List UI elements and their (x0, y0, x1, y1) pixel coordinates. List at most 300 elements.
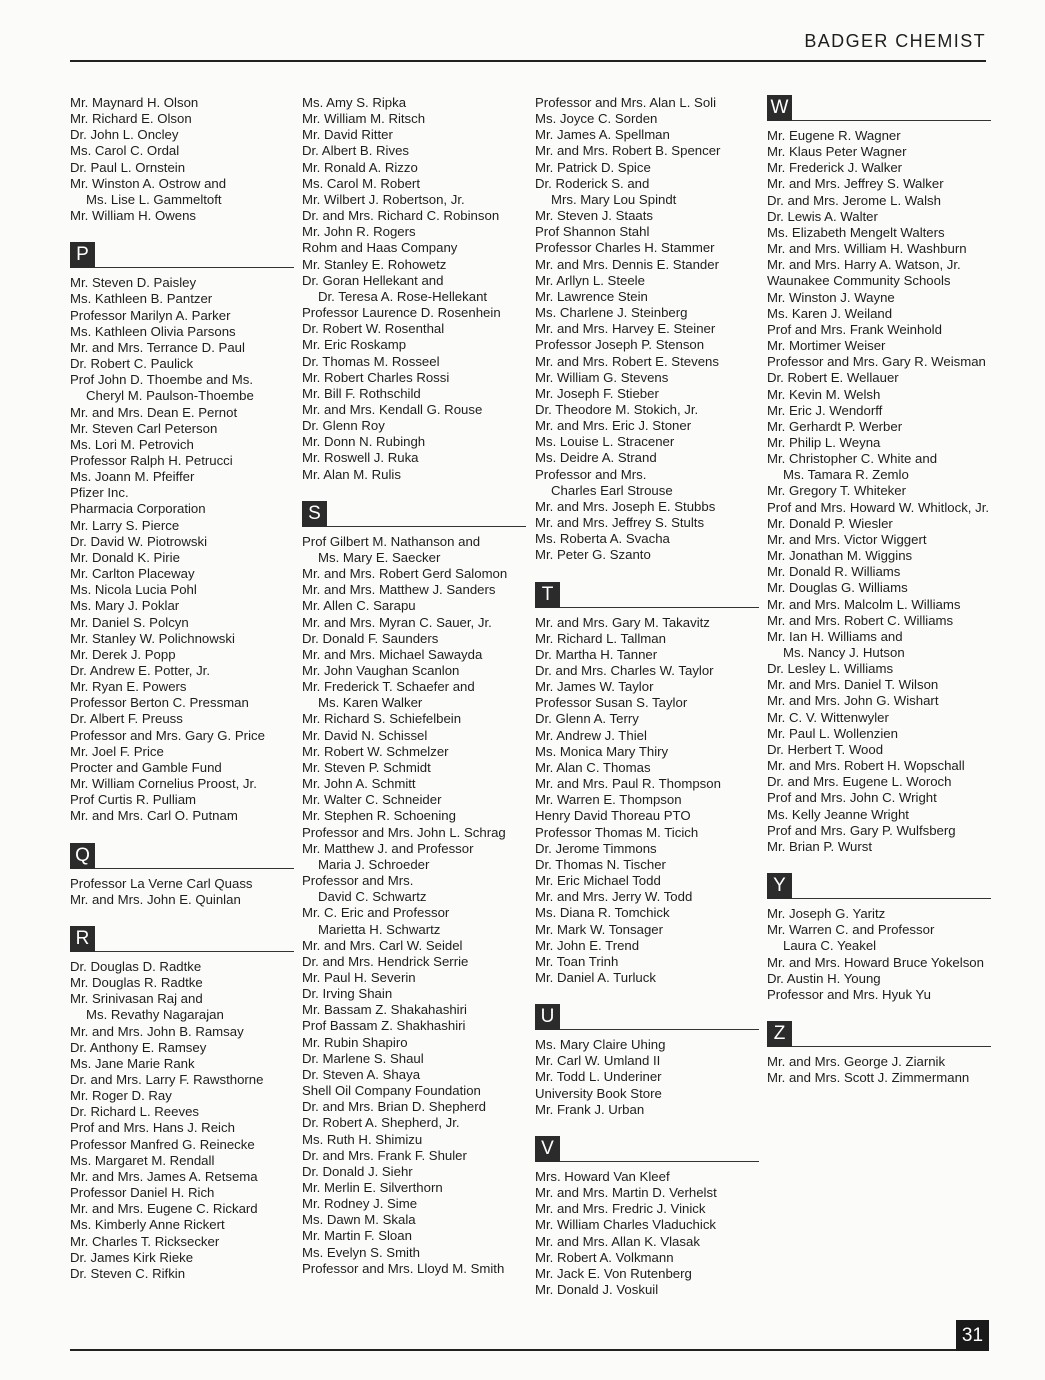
footer-rule (70, 1349, 989, 1351)
donor-name: Mr. Ronald A. Rizzo (302, 159, 418, 175)
donor-name: Mr. Frederick T. Schaefer and (302, 679, 475, 695)
donor-name: Dr. David W. Piotrowski (70, 533, 208, 549)
donor-name: Mr. and Mrs. Matthew J. Sanders (302, 582, 496, 598)
donor-name: Mr. and Mrs. Martin D. Verhelst (535, 1185, 717, 1201)
donor-name: Mr. and Mrs. Jeffrey S. Stults (535, 515, 705, 531)
donor-name: Mr. Charles T. Ricksecker (70, 1233, 220, 1249)
donor-name: Mr. Allen C. Sarapu (302, 598, 416, 614)
section-heading (302, 501, 534, 527)
section-heading (70, 843, 302, 869)
donor-name: Mr. Joseph G. Yaritz (767, 906, 886, 922)
donor-name: Mr. William Cornelius Proost, Jr. (70, 776, 257, 792)
donor-name: Mr. Christopher C. White and (767, 451, 938, 467)
donor-name: Dr. and Mrs. Eugene L. Woroch (767, 774, 952, 790)
section-heading (70, 926, 302, 952)
donor-name: Henry David Thoreau PTO (535, 808, 691, 824)
donor-name: Mr. Eric J. Wendorff (767, 402, 883, 418)
donor-name: Dr. Jerome Timmons (535, 840, 657, 856)
donor-name: Prof Curtis R. Pulliam (70, 792, 197, 808)
donor-name: Mr. C. Eric and Professor (302, 905, 450, 921)
donor-name: Mr. Robert Charles Rossi (302, 369, 450, 385)
donor-name: Mr. Donald P. Wiesler (767, 515, 893, 531)
donor-list (302, 534, 534, 1277)
donor-list (535, 1037, 767, 1118)
donor-name: Mr. David Ritter (302, 127, 393, 143)
donor-name: Mr. Martin F. Sloan (302, 1228, 412, 1244)
donor-name: Mr. Roger D. Ray (70, 1088, 172, 1104)
donor-name: Mr. Stanley E. Rohowetz (302, 256, 447, 272)
donor-name: Professor and Mrs. Gary R. Weisman (767, 354, 986, 370)
donor-name: Cheryl M. Paulson-Thoembe (86, 388, 254, 404)
donor-name: Mr. and Mrs. Paul R. Thompson (535, 776, 721, 792)
donor-name: Mr. Kevin M. Welsh (767, 386, 881, 402)
section-heading (535, 1004, 767, 1030)
donor-name: Mr. Brian P. Wurst (767, 838, 873, 854)
section-letter-badge: W (767, 95, 792, 121)
donor-name: Mr. Roswell J. Ruka (302, 450, 419, 466)
donor-name: Mr. and Mrs. Malcolm L. Williams (767, 596, 961, 612)
donor-name: Mr. Richard S. Schiefelbein (302, 711, 462, 727)
section-rule (792, 1046, 991, 1047)
donor-name: Dr. Austin H. Young (767, 970, 881, 986)
donor-name: Dr. Donald J. Siehr (302, 1163, 413, 1179)
donor-name: Dr. and Mrs. Jerome L. Walsh (767, 192, 941, 208)
donor-name: Dr. and Mrs. Hendrick Serrie (302, 953, 469, 969)
donor-name: Mr. and Mrs. Allan K. Vlasak (535, 1233, 700, 1249)
donor-name: Mr. and Mrs. William H. Washburn (767, 241, 967, 257)
donor-name: Mr. Merlin E. Silverthorn (302, 1180, 443, 1195)
donor-name: Mr. Lawrence Stein (535, 288, 648, 304)
donor-name: Mr. and Mrs. Carl W. Seidel (302, 937, 463, 953)
donor-name: Prof and Mrs. Frank Weinhold (767, 321, 942, 337)
donor-name: Mr. Srinivasan Raj and (70, 991, 203, 1007)
donor-name: Mr. Eric Michael Todd (535, 873, 661, 889)
donor-name: Ms. Tamara R. Zemlo (783, 467, 909, 483)
donor-name: Professor La Verne Carl Quass (70, 875, 253, 891)
donor-column-1 (70, 95, 302, 1282)
donor-list (302, 95, 534, 483)
donor-name: Mr. Walter C. Schneider (302, 792, 442, 808)
donor-name: Professor and Mrs. John L. Schrag (302, 824, 506, 840)
donor-name: Prof and Mrs. Gary P. Wulfsberg (767, 822, 956, 838)
donor-name: Mr. and Mrs. John B. Ramsay (70, 1023, 244, 1039)
donor-name: Mr. John A. Schmitt (302, 776, 416, 792)
donor-name: Mr. Frank J. Urban (535, 1101, 645, 1117)
donor-name: Mr. and Mrs. Dean E. Pernot (70, 404, 238, 420)
donor-name: Mr. Donald K. Pirie (70, 549, 180, 565)
donor-name: Ms. Carol C. Ordal (70, 143, 180, 159)
donor-name: Dr. Thomas N. Tischer (535, 856, 666, 872)
donor-name: Mr. Eugene R. Wagner (767, 128, 901, 143)
donor-name: Dr. Roderick S. and (535, 175, 650, 191)
donor-list (535, 95, 767, 564)
donor-name: Mr. Rubin Shapiro (302, 1034, 408, 1050)
donor-name: Dr. and Mrs. Larry F. Rawsthorne (70, 1071, 264, 1087)
donor-name: Mr. and Mrs. Gary M. Takavitz (535, 614, 710, 630)
donor-name: Mr. Ian H. Williams and (767, 628, 903, 644)
donor-name: Ms. Carol M. Robert (302, 175, 420, 191)
donor-name: Dr. Anthony E. Ramsey (70, 1039, 207, 1055)
donor-name: Mr. Klaus Peter Wagner (767, 144, 907, 160)
donor-name: Mr. Douglas G. Williams (767, 580, 908, 596)
donor-name: Mr. Stephen R. Schoening (302, 808, 456, 824)
donor-name: Dr. Herbert T. Wood (767, 741, 884, 757)
donor-name: Mr. Gerhardt P. Werber (767, 418, 903, 434)
donor-name: Mr. and Mrs. Scott J. Zimmermann (767, 1070, 970, 1086)
donor-name: Prof Bassam Z. Shakhashiri (302, 1018, 466, 1034)
donor-name: Mr. William Charles Vladuchick (535, 1217, 717, 1233)
donor-name: Dr. John L. Oncley (70, 127, 179, 143)
donor-list (70, 275, 302, 824)
donor-name: Mr. Mark W. Tonsager (535, 921, 664, 937)
donor-name: Mr. Paul L. Wollenzien (767, 725, 898, 741)
donor-name: Mr. Daniel S. Polcyn (70, 614, 189, 630)
section-rule (792, 898, 991, 899)
donor-name: Mr. Patrick D. Spice (535, 159, 651, 175)
donor-list (767, 128, 999, 855)
donor-name: Mr. Jonathan M. Wiggins (767, 548, 913, 564)
donor-name: Mr. and Mrs. James A. Retsema (70, 1168, 258, 1184)
donor-name: Dr. Glenn A. Terry (535, 711, 639, 727)
donor-name: Mr. Bassam Z. Shakahashiri (302, 1002, 467, 1018)
donor-name: Ms. Margaret M. Rendall (70, 1152, 215, 1168)
donor-name: Mr. Paul H. Severin (302, 969, 416, 985)
donor-name: Ms. Lise L. Gammeltoft (86, 191, 222, 207)
donor-name: Ms. Mary E. Saecker (318, 549, 441, 565)
donor-name: Ms. Ruth H. Shimizu (302, 1131, 423, 1147)
donor-name: Mr. Arllyn L. Steele (535, 272, 645, 288)
donor-column-3 (535, 95, 767, 1298)
donor-name: Mr. Robert W. Schmelzer (302, 743, 449, 759)
donor-name: Ms. Charlene J. Steinberg (535, 305, 688, 321)
donor-name: David C. Schwartz (318, 889, 427, 905)
donor-name: Mr. Robert A. Volkmann (535, 1249, 674, 1265)
donor-name: Mr. and Mrs. Robert C. Williams (767, 612, 954, 628)
donor-name: Professor and Mrs. (535, 466, 647, 482)
donor-name: Professor and Mrs. Alan L. Soli (535, 95, 717, 110)
donor-name: Dr. and Mrs. Brian D. Shepherd (302, 1099, 486, 1115)
donor-name: Mr. Winston J. Wayne (767, 289, 895, 305)
donor-name: Mr. Stanley W. Polichnowski (70, 630, 235, 646)
donor-name: Ms. Monica Mary Thiry (535, 743, 669, 759)
donor-name: Professor Laurence D. Rosenhein (302, 305, 501, 321)
donor-name: Ms. Joann M. Pfeiffer (70, 469, 195, 485)
donor-name: Mr. and Mrs. Eric J. Stoner (535, 418, 692, 434)
donor-name: University Book Store (535, 1085, 662, 1101)
donor-name: Dr. Steven C. Rifkin (70, 1265, 186, 1281)
donor-list (70, 95, 302, 224)
donor-list (70, 959, 302, 1282)
donor-name: Ms. Nicola Lucia Pohl (70, 582, 197, 598)
donor-name: Mr. Mortimer Weiser (767, 338, 886, 354)
donor-name: Mr. and Mrs. Joseph E. Stubbs (535, 498, 716, 514)
section-letter-badge: V (535, 1136, 560, 1162)
donor-name: Mrs. Mary Lou Spindt (551, 191, 677, 207)
donor-name: Marietta H. Schwartz (318, 921, 441, 937)
donor-name: Professor Charles H. Stammer (535, 240, 715, 256)
donor-name: Dr. Martha H. Tanner (535, 646, 658, 662)
donor-name: Mr. Maynard H. Olson (70, 95, 199, 110)
donor-name: Dr. Goran Hellekant and (302, 272, 444, 288)
donor-name: Dr. Steven A. Shaya (302, 1066, 421, 1082)
donor-name: Ms. Karen J. Weiland (767, 305, 893, 321)
donor-name: Mr. John E. Trend (535, 937, 640, 953)
donor-name: Shell Oil Company Foundation (302, 1083, 481, 1099)
donor-name: Professor Thomas M. Ticich (535, 824, 699, 840)
donor-name: Dr. Robert W. Rosenthal (302, 321, 445, 337)
donor-name: Mr. Jack E. Von Rutenberg (535, 1265, 692, 1281)
donor-list (535, 615, 767, 987)
donor-name: Mr. and Mrs. Harvey E. Steiner (535, 321, 716, 337)
section-rule (95, 267, 294, 268)
donor-name: Ms. Nancy J. Hutson (783, 645, 905, 660)
donor-name: Ms. Kathleen B. Pantzer (70, 291, 213, 307)
donor-column-4 (767, 95, 999, 1086)
donor-name: Mr. and Mrs. Victor Wiggert (767, 531, 927, 547)
donor-name: Ms. Kelly Jeanne Wright (767, 806, 909, 822)
donor-name: Mr. Rodney J. Sime (302, 1196, 418, 1212)
section-letter-badge: Q (70, 843, 95, 869)
donor-name: Pharmacia Corporation (70, 501, 206, 517)
section-rule (95, 868, 294, 869)
donor-name: Mr. and Mrs. Robert Gerd Salomon (302, 566, 508, 582)
donor-name: Dr. Lesley L. Williams (767, 661, 894, 677)
donor-name: Ms. Karen Walker (318, 695, 423, 711)
donor-name: Mr. Warren C. and Professor (767, 922, 935, 938)
donor-name: Mr. and Mrs. John E. Quinlan (70, 891, 241, 907)
donor-name: Mr. and Mrs. Michael Sawayda (302, 646, 483, 662)
donor-name: Mr. Donn N. Rubingh (302, 434, 426, 450)
donor-name: Mr. Richard E. Olson (70, 111, 192, 127)
donor-name: Professor Daniel H. Rich (70, 1185, 215, 1201)
donor-name: Mr. and Mrs. Robert B. Spencer (535, 143, 721, 159)
section-letter-badge: Z (767, 1021, 792, 1047)
donor-name: Mr. John Vaughan Scanlon (302, 663, 460, 678)
donor-name: Dr. Marlene S. Shaul (302, 1050, 424, 1066)
donor-name: Dr. Albert F. Preuss (70, 711, 183, 727)
donor-name: Mr. Derek J. Popp (70, 646, 176, 662)
page-number: 31 (956, 1320, 989, 1351)
section-heading (767, 873, 999, 899)
donor-name: Dr. Teresa A. Rose-Hellekant (318, 288, 488, 304)
section-rule (792, 120, 991, 121)
donor-list (535, 1169, 767, 1298)
donor-name: Mr. William H. Owens (70, 208, 197, 224)
section-letter-badge: S (302, 501, 327, 527)
section-heading (70, 242, 302, 268)
donor-name: Mr. and Mrs. Kendall G. Rouse (302, 401, 483, 417)
donor-name: Mr. Daniel A. Turluck (535, 969, 656, 985)
donor-name: Dr. and Mrs. Charles W. Taylor (535, 663, 714, 678)
donor-name: Prof and Mrs. John C. Wright (767, 790, 937, 806)
donor-name: Prof and Mrs. Hans J. Reich (70, 1120, 235, 1136)
donor-list (767, 906, 999, 1003)
donor-name: Dr. Irving Shain (302, 986, 393, 1002)
donor-name: Mr. Peter G. Szanto (535, 547, 651, 563)
donor-name: Professor Susan S. Taylor (535, 695, 688, 711)
donor-name: Mr. and Mrs. Carl O. Putnam (70, 808, 238, 824)
donor-name: Professor and Mrs. Hyuk Yu (767, 986, 931, 1002)
section-letter-badge: P (70, 242, 95, 268)
donor-name: Mr. Wilbert J. Robertson, Jr. (302, 191, 465, 207)
donor-name: Mr. and Mrs. George J. Ziarnik (767, 1053, 946, 1069)
donor-name: Ms. Revathy Nagarajan (86, 1007, 224, 1023)
donor-name: Mr. Joseph F. Stieber (535, 385, 659, 401)
donor-name: Mr. Gregory T. Whiteker (767, 483, 906, 499)
donor-list (767, 1054, 999, 1086)
donor-name: Mr. David N. Schissel (302, 727, 428, 743)
donor-name: Dr. Robert C. Paulick (70, 356, 194, 372)
donor-name: Mr. Warren E. Thompson (535, 792, 682, 808)
donor-name: Charles Earl Strouse (551, 482, 673, 498)
donor-name: Mr. Todd L. Underiner (535, 1069, 662, 1085)
donor-name: Ms. Kimberly Anne Rickert (70, 1217, 225, 1233)
donor-name: Mr. William G. Stevens (535, 369, 669, 385)
donor-name: Dr. James Kirk Rieke (70, 1249, 194, 1265)
page-header-title: BADGER CHEMIST (804, 31, 986, 51)
donor-name: Mr. and Mrs. Robert H. Wopschall (767, 758, 965, 774)
donor-name: Dr. and Mrs. Richard C. Robinson (302, 208, 500, 224)
donor-name: Mr. and Mrs. Howard Bruce Yokelson (767, 954, 984, 970)
section-rule (560, 607, 759, 608)
donor-name: Waunakee Community Schools (767, 273, 951, 289)
donor-name: Ms. Dawn M. Skala (302, 1212, 416, 1228)
donor-name: Mr. Bill F. Rothschild (302, 385, 421, 401)
donor-name: Mr. Eric Roskamp (302, 337, 407, 353)
donor-name: Mr. and Mrs. Eugene C. Rickard (70, 1201, 258, 1217)
donor-name: Laura C. Yeakel (783, 938, 877, 954)
donor-name: Ms. Evelyn S. Smith (302, 1244, 420, 1260)
header-rule (70, 60, 986, 62)
donor-name: Mr. Joel F. Price (70, 743, 164, 759)
section-letter-badge: R (70, 926, 95, 952)
donor-name: Dr. Robert E. Wellauer (767, 370, 899, 386)
donor-name: Procter and Gamble Fund (70, 759, 222, 775)
donor-name: Maria J. Schroeder (318, 856, 430, 872)
donor-name: Prof Gilbert M. Nathanson and (302, 533, 481, 549)
donor-name: Mr. Matthew J. and Professor (302, 840, 474, 856)
section-heading (767, 95, 999, 121)
donor-name: Prof Shannon Stahl (535, 224, 650, 240)
donor-name: Dr. Paul L. Ornstein (70, 159, 186, 175)
donor-name: Rohm and Haas Company (302, 240, 458, 256)
donor-name: Dr. Andrew E. Potter, Jr. (70, 663, 210, 678)
donor-name: Professor and Mrs. Lloyd M. Smith (302, 1260, 505, 1276)
section-rule (560, 1029, 759, 1030)
donor-column-2 (302, 95, 534, 1277)
donor-name: Mr. Steven J. Staats (535, 208, 654, 224)
donor-name: Professor Joseph P. Stenson (535, 337, 705, 353)
donor-name: Mr. Toan Trinh (535, 953, 619, 969)
donor-name: Mr. James W. Taylor (535, 679, 654, 695)
donor-name: Dr. Glenn Roy (302, 418, 385, 434)
donor-name: Professor and Mrs. Gary G. Price (70, 727, 265, 743)
donor-name: Mr. Ryan E. Powers (70, 679, 187, 695)
donor-name: Professor Ralph H. Petrucci (70, 452, 233, 468)
donor-name: Mr. and Mrs. John G. Wishart (767, 693, 939, 709)
section-rule (95, 951, 294, 952)
section-rule (327, 526, 526, 527)
donor-name: Mr. and Mrs. Harry A. Watson, Jr. (767, 257, 961, 273)
donor-name: Mr. James A. Spellman (535, 127, 670, 143)
donor-name: Mr. Donald R. Williams (767, 564, 901, 580)
donor-name: Mr. Frederick J. Walker (767, 160, 903, 176)
donor-name: Mrs. Howard Van Kleef (535, 1168, 670, 1184)
donor-name: Mr. Carlton Placeway (70, 566, 195, 582)
donor-name: Dr. and Mrs. Frank F. Shuler (302, 1147, 467, 1163)
donor-name: Ms. Lori M. Petrovich (70, 436, 194, 452)
donor-name: Dr. Douglas D. Radtke (70, 958, 202, 974)
donor-name: Mr. and Mrs. Fredric J. Vinick (535, 1201, 706, 1217)
donor-name: Ms. Kathleen Olivia Parsons (70, 323, 236, 339)
donor-name: Mr. Steven Carl Peterson (70, 420, 218, 436)
donor-name: Mr. John R. Rogers (302, 224, 416, 240)
donor-name: Mr. Philip L. Weyna (767, 434, 881, 450)
section-heading (535, 582, 767, 608)
donor-name: Mr. and Mrs. Jeffrey S. Walker (767, 176, 944, 192)
donor-name: Mr. Steven D. Paisley (70, 275, 197, 291)
donor-name: Mr. Steven P. Schmidt (302, 759, 431, 775)
donor-name: Mr. and Mrs. Robert E. Stevens (535, 353, 719, 369)
donor-name: Professor Manfred G. Reinecke (70, 1136, 255, 1152)
donor-name: Prof John D. Thoembe and Ms. (70, 372, 254, 388)
donor-name: Mr. and Mrs. Jerry W. Todd (535, 889, 693, 905)
donor-name: Ms. Mary J. Poklar (70, 598, 180, 614)
donor-name: Ms. Jane Marie Rank (70, 1055, 195, 1071)
donor-name: Mr. and Mrs. Terrance D. Paul (70, 339, 245, 355)
donor-name: Dr. Thomas M. Rosseel (302, 353, 440, 369)
donor-name: Ms. Deidre A. Strand (535, 450, 657, 466)
donor-name: Pfizer Inc. (70, 485, 129, 501)
donor-list (70, 876, 302, 908)
donor-name: Mr. Carl W. Umland II (535, 1053, 661, 1069)
donor-name: Dr. Donald F. Saunders (302, 630, 439, 646)
donor-name: Mr. Winston A. Ostrow and (70, 175, 227, 191)
donor-name: Mr. and Mrs. Myran C. Sauer, Jr. (302, 614, 492, 630)
donor-name: Mr. C. V. Wittenwyler (767, 709, 889, 725)
donor-name: Dr. Theodore M. Stokich, Jr. (535, 401, 699, 417)
section-rule (560, 1161, 759, 1162)
section-heading (535, 1136, 767, 1162)
donor-name: Ms. Diana R. Tomchick (535, 905, 670, 921)
donor-name: Ms. Louise L. Stracener (535, 434, 675, 450)
donor-name: Dr. Robert A. Shepherd, Jr. (302, 1115, 460, 1131)
donor-name: Professor Berton C. Pressman (70, 695, 249, 711)
donor-name: Mr. Donald J. Voskuil (535, 1282, 659, 1297)
donor-name: Ms. Amy S. Ripka (302, 95, 407, 110)
donor-name: Professor Marilyn A. Parker (70, 307, 231, 323)
section-letter-badge: T (535, 582, 560, 608)
donor-name: Ms. Roberta A. Svacha (535, 531, 670, 547)
donor-name: Mr. Andrew J. Thiel (535, 727, 647, 743)
donor-name: Ms. Elizabeth Mengelt Walters (767, 224, 945, 240)
donor-name: Prof and Mrs. Howard W. Whitlock, Jr. (767, 499, 990, 515)
donor-name: Dr. Richard L. Reeves (70, 1104, 199, 1120)
donor-name: Mr. Alan C. Thomas (535, 759, 651, 775)
donor-name: Mr. Alan M. Rulis (302, 466, 401, 482)
donor-name: Mr. and Mrs. Dennis E. Stander (535, 256, 719, 272)
donor-name: Mr. Richard L. Tallman (535, 630, 666, 646)
donor-name: Mr. and Mrs. Daniel T. Wilson (767, 677, 939, 693)
donor-name: Professor and Mrs. (302, 873, 414, 889)
donor-name: Mr. William M. Ritsch (302, 111, 426, 127)
section-letter-badge: Y (767, 873, 792, 899)
donor-name: Mr. Larry S. Pierce (70, 517, 180, 533)
section-heading (767, 1021, 999, 1047)
donor-name: Ms. Mary Claire Uhing (535, 1037, 666, 1053)
donor-name: Ms. Joyce C. Sorden (535, 111, 658, 127)
donor-name: Dr. Albert B. Rives (302, 143, 409, 159)
